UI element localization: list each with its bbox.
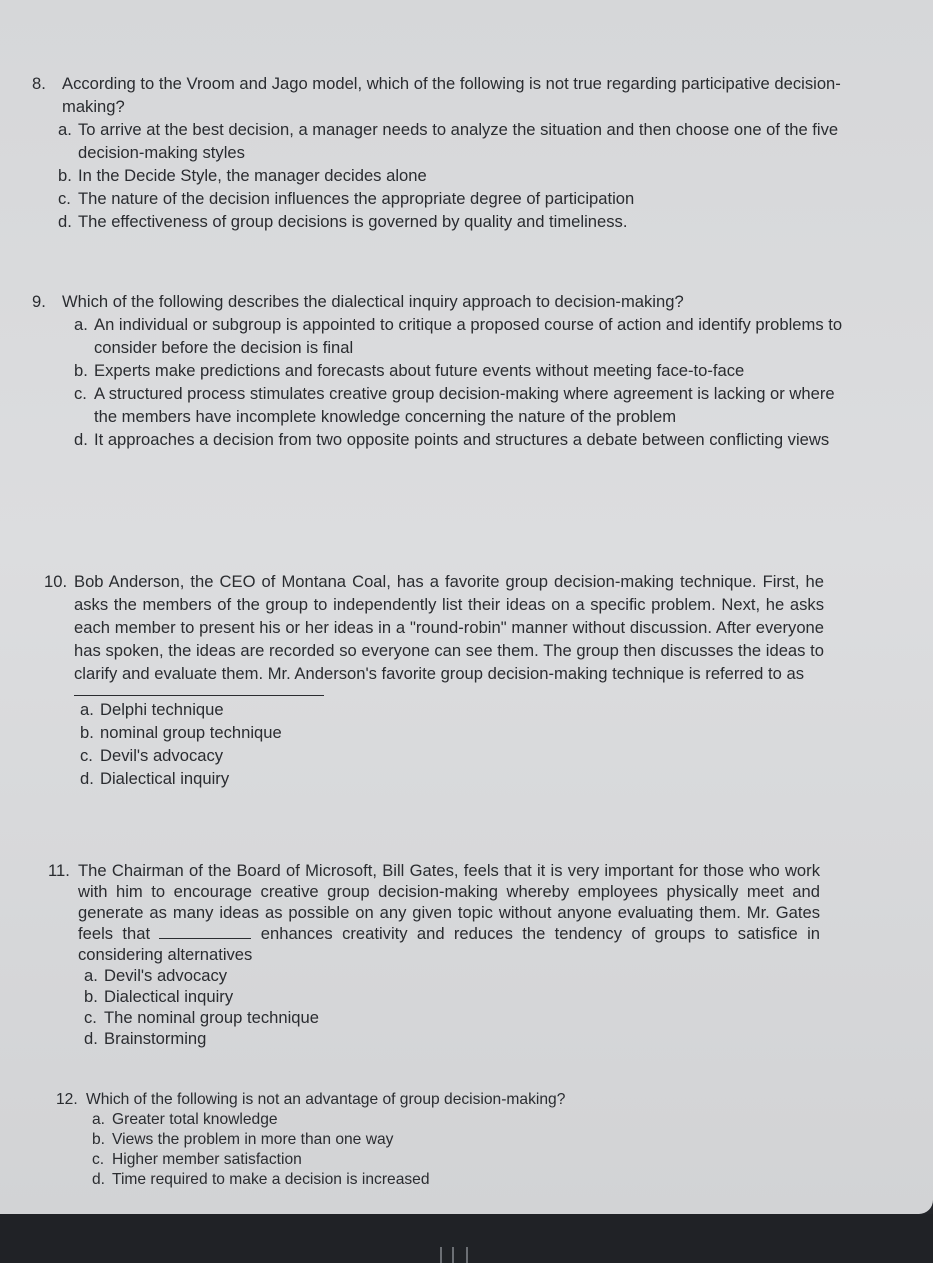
option-text: Delphi technique bbox=[100, 700, 224, 719]
option-letter: c. bbox=[74, 384, 87, 403]
option-a[interactable] bbox=[78, 965, 820, 986]
option-text: Dialectical inquiry bbox=[100, 769, 230, 788]
option-c[interactable] bbox=[68, 382, 844, 428]
option-a[interactable] bbox=[74, 698, 824, 721]
option-b[interactable] bbox=[68, 359, 844, 382]
option-text: Higher member satisfaction bbox=[112, 1151, 302, 1168]
question-10 bbox=[44, 570, 824, 790]
question-number: 10. bbox=[44, 572, 68, 591]
option-letter: c. bbox=[92, 1151, 105, 1168]
option-letter: c. bbox=[84, 1008, 97, 1027]
option-letter: b. bbox=[92, 1131, 106, 1148]
question-stem bbox=[44, 570, 824, 685]
recent-apps-icon[interactable] bbox=[440, 1247, 468, 1263]
option-text: The nature of the decision influences the appropriate degree of participation bbox=[78, 189, 635, 208]
option-text: Devil's advocacy bbox=[104, 966, 228, 985]
question-stem bbox=[32, 290, 844, 313]
question-text: Which of the following describes the dialectical inquiry approach to decision-making? bbox=[62, 292, 684, 311]
option-letter: d. bbox=[58, 212, 72, 231]
option-d[interactable] bbox=[74, 767, 824, 790]
question-number: 9. bbox=[32, 292, 46, 311]
question-text-before: The Chairman of the Board of Microsoft, Bill Gates, feels that it is very important for those who work with him to encourage creative group decision-making whereby employees physically meet and generate as many ideas as possible on any given topic without anyone evaluating them. Mr. Gates feels that bbox=[78, 861, 820, 943]
option-letter: a. bbox=[92, 1111, 106, 1128]
question-stem bbox=[48, 860, 820, 965]
option-c[interactable] bbox=[52, 187, 850, 210]
option-text: Dialectical inquiry bbox=[104, 987, 234, 1006]
option-text: Time required to make a decision is increased bbox=[112, 1171, 430, 1188]
option-letter: d. bbox=[80, 769, 94, 788]
option-letter: c. bbox=[58, 189, 71, 208]
question-9 bbox=[32, 290, 844, 451]
option-text: The nominal group technique bbox=[104, 1008, 319, 1027]
option-text: An individual or subgroup is appointed to critique a proposed course of action and identify problems to consider before the decision is final bbox=[94, 315, 843, 357]
question-stem bbox=[32, 72, 850, 118]
question-stem bbox=[56, 1090, 796, 1110]
option-b[interactable] bbox=[78, 986, 820, 1007]
question-text: Bob Anderson, the CEO of Montana Coal, has a favorite group decision-making technique. First, he asks the members of the group to independently list their ideas on a specific problem. Next, he asks each member to present his or her ideas in a "round-robin" manner without discussion. After everyone has spoken, the ideas are recorded so everyone can see them. The group then discusses the ideas to clarify and evaluate them. Mr. Anderson's favorite group decision-making technique is referred to as bbox=[74, 572, 824, 683]
option-text: Brainstorming bbox=[104, 1029, 207, 1048]
answer-blank[interactable] bbox=[159, 924, 251, 939]
question-12 bbox=[56, 1090, 796, 1190]
option-text: Greater total knowledge bbox=[112, 1111, 278, 1128]
option-letter: a. bbox=[80, 700, 94, 719]
question-text: According to the Vroom and Jago model, which of the following is not true regarding participative decision-making? bbox=[62, 74, 841, 116]
option-letter: a. bbox=[58, 120, 72, 139]
option-text: In the Decide Style, the manager decides alone bbox=[78, 166, 427, 185]
option-letter: b. bbox=[74, 361, 88, 380]
option-text: Views the problem in more than one way bbox=[112, 1131, 394, 1148]
option-letter: a. bbox=[84, 966, 98, 985]
option-text: To arrive at the best decision, a manager needs to analyze the situation and then choose one of the five decision-making styles bbox=[78, 120, 839, 162]
question-text: Which of the following is not an advantage of group decision-making? bbox=[86, 1091, 566, 1108]
option-d[interactable] bbox=[78, 1028, 820, 1049]
option-letter: b. bbox=[58, 166, 72, 185]
option-letter: b. bbox=[80, 723, 94, 742]
option-a[interactable] bbox=[86, 1110, 796, 1130]
option-text: A structured process stimulates creative group decision-making where agreement is lacking or where the members have incomplete knowledge concerning the nature of the problem bbox=[94, 384, 835, 426]
question-8 bbox=[32, 72, 850, 233]
option-c[interactable] bbox=[78, 1007, 820, 1028]
question-number: 11. bbox=[48, 861, 70, 880]
option-d[interactable] bbox=[86, 1170, 796, 1190]
option-letter: b. bbox=[84, 987, 98, 1006]
option-b[interactable] bbox=[52, 164, 850, 187]
option-letter: a. bbox=[74, 315, 88, 334]
option-c[interactable] bbox=[86, 1150, 796, 1170]
option-a[interactable] bbox=[68, 313, 844, 359]
option-b[interactable] bbox=[86, 1130, 796, 1150]
option-text: nominal group technique bbox=[100, 723, 282, 742]
option-a[interactable] bbox=[52, 118, 850, 164]
option-letter: d. bbox=[92, 1171, 106, 1188]
option-text: It approaches a decision from two opposite points and structures a debate between conflicting views bbox=[94, 430, 830, 449]
option-c[interactable] bbox=[74, 744, 824, 767]
option-d[interactable] bbox=[52, 210, 850, 233]
option-text: The effectiveness of group decisions is governed by quality and timeliness. bbox=[78, 212, 628, 231]
option-b[interactable] bbox=[74, 721, 824, 744]
question-11 bbox=[48, 860, 820, 1049]
question-text-after: enhances creativity and reduces the tendency of groups to satisfice in considering alternatives bbox=[78, 924, 820, 964]
option-text: Devil's advocacy bbox=[100, 746, 224, 765]
option-letter: d. bbox=[74, 430, 88, 449]
option-d[interactable] bbox=[68, 428, 844, 451]
option-letter: d. bbox=[84, 1029, 98, 1048]
option-text: Experts make predictions and forecasts about future events without meeting face-to-face bbox=[94, 361, 745, 380]
option-letter: c. bbox=[80, 746, 93, 765]
question-number: 8. bbox=[32, 74, 46, 93]
question-number: 12. bbox=[56, 1091, 78, 1108]
